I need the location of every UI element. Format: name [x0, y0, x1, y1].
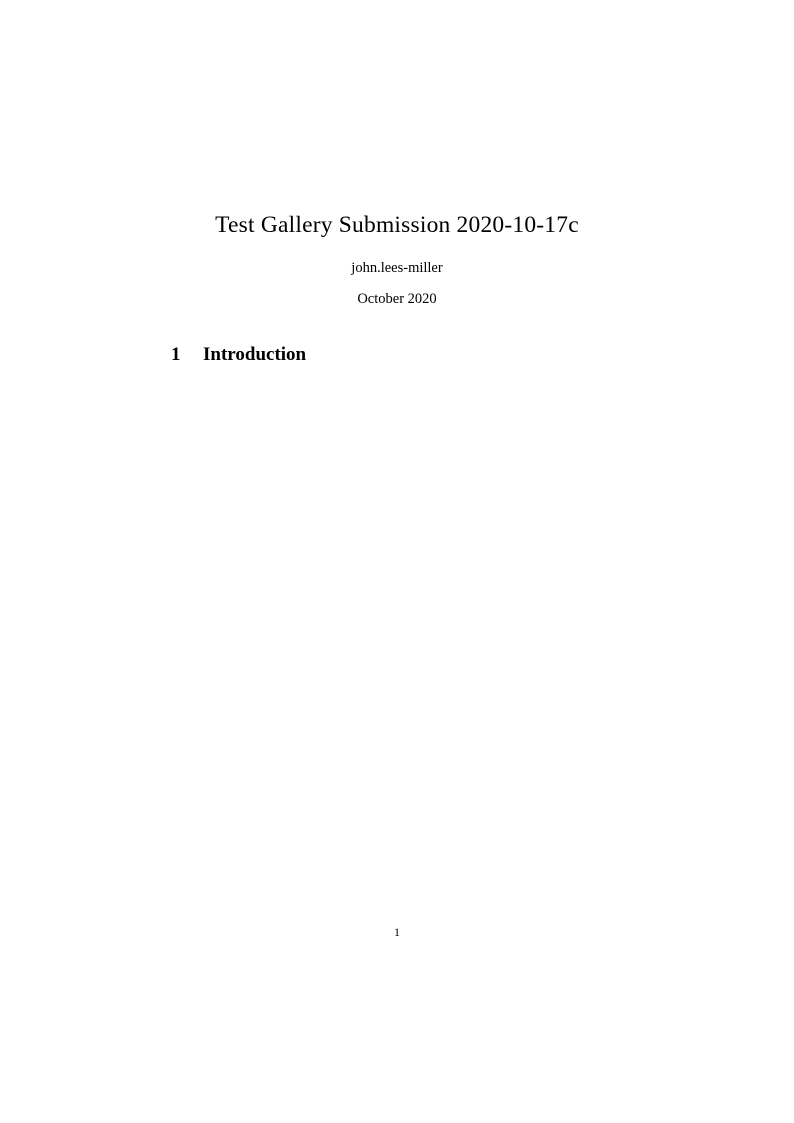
document-author: john.lees-miller	[351, 260, 443, 276]
document-text-block	[113, 0, 681, 1123]
section-heading-introduction	[171, 344, 306, 367]
document-date: October 2020	[357, 291, 437, 307]
page-number: 1	[394, 925, 400, 939]
document-title: Test Gallery Submission 2020-10-17c	[215, 212, 579, 238]
section-number: 1	[171, 344, 181, 365]
section-title: Introduction	[203, 344, 307, 365]
